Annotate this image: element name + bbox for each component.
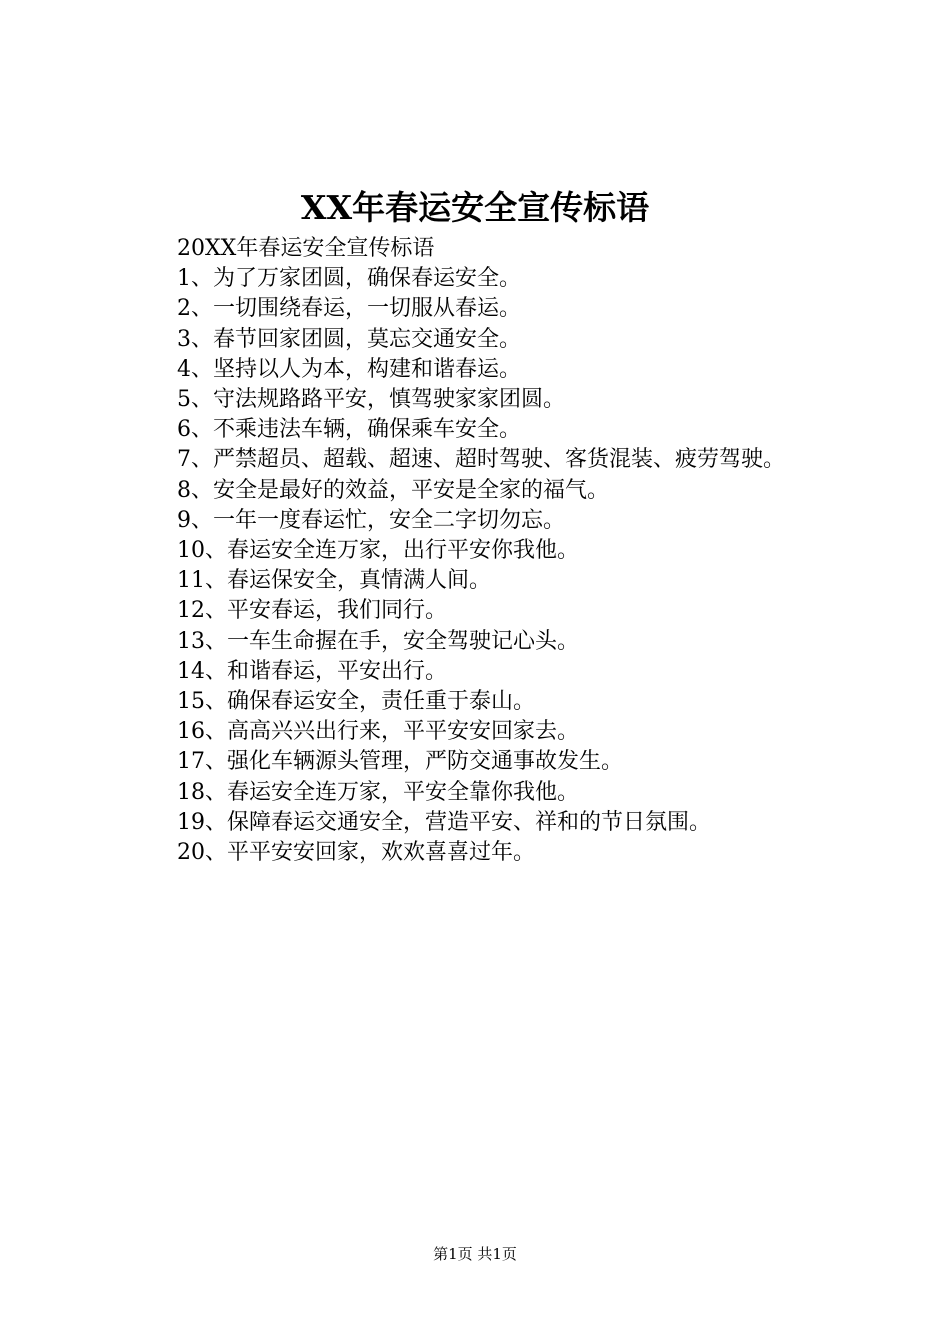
slogan-item: 18、春运安全连万家，平安全靠你我他。 bbox=[177, 779, 579, 805]
paragraph-subtitle: 20XX年春运安全宣传标语 bbox=[177, 236, 435, 261]
slogan-item: 1、为了万家团圆，确保春运安全。 bbox=[177, 266, 521, 292]
slogan-item: 17、强化车辆源头管理，严防交通事故发生。 bbox=[177, 749, 623, 775]
slogan-item: 5、守法规路路平安，慎驾驶家家团圆。 bbox=[177, 387, 565, 413]
slogan-item: 10、春运安全连万家，出行平安你我他。 bbox=[177, 538, 579, 564]
slogan-item: 3、春节回家团圆，莫忘交通安全。 bbox=[177, 326, 521, 352]
slogan-item: 8、安全是最好的效益，平安是全家的福气。 bbox=[177, 477, 609, 503]
slogan-item: 19、保障春运交通安全，营造平安、祥和的节日氛围。 bbox=[177, 809, 711, 835]
slogan-item: 7、严禁超员、超载、超速、超时驾驶、客货混装、疲劳驾驶。 bbox=[177, 447, 785, 473]
slogan-item: 15、确保春运安全，责任重于泰山。 bbox=[177, 689, 535, 715]
document-title: XX年春运安全宣传标语 bbox=[300, 188, 650, 227]
slogan-item: 14、和谐春运，平安出行。 bbox=[177, 658, 447, 684]
slogan-item: 11、春运保安全，真情满人间。 bbox=[177, 568, 491, 594]
page-footer: 第1页 共1页 bbox=[433, 1245, 517, 1263]
slogan-item: 16、高高兴兴出行来，平平安安回家去。 bbox=[177, 719, 579, 745]
slogan-item: 6、不乘违法车辆，确保乘车安全。 bbox=[177, 417, 521, 443]
slogan-item: 12、平安春运，我们同行。 bbox=[177, 598, 447, 624]
slogan-item: 20、平平安安回家，欢欢喜喜过年。 bbox=[177, 840, 535, 866]
slogan-item: 2、一切围绕春运，一切服从春运。 bbox=[177, 296, 521, 322]
document-body bbox=[130, 234, 830, 868]
slogan-item: 13、一车生命握在手，安全驾驶记心头。 bbox=[177, 628, 579, 654]
slogan-item: 9、一年一度春运忙，安全二字切勿忘。 bbox=[177, 507, 565, 533]
slogan-item: 4、坚持以人为本，构建和谐春运。 bbox=[177, 356, 521, 382]
